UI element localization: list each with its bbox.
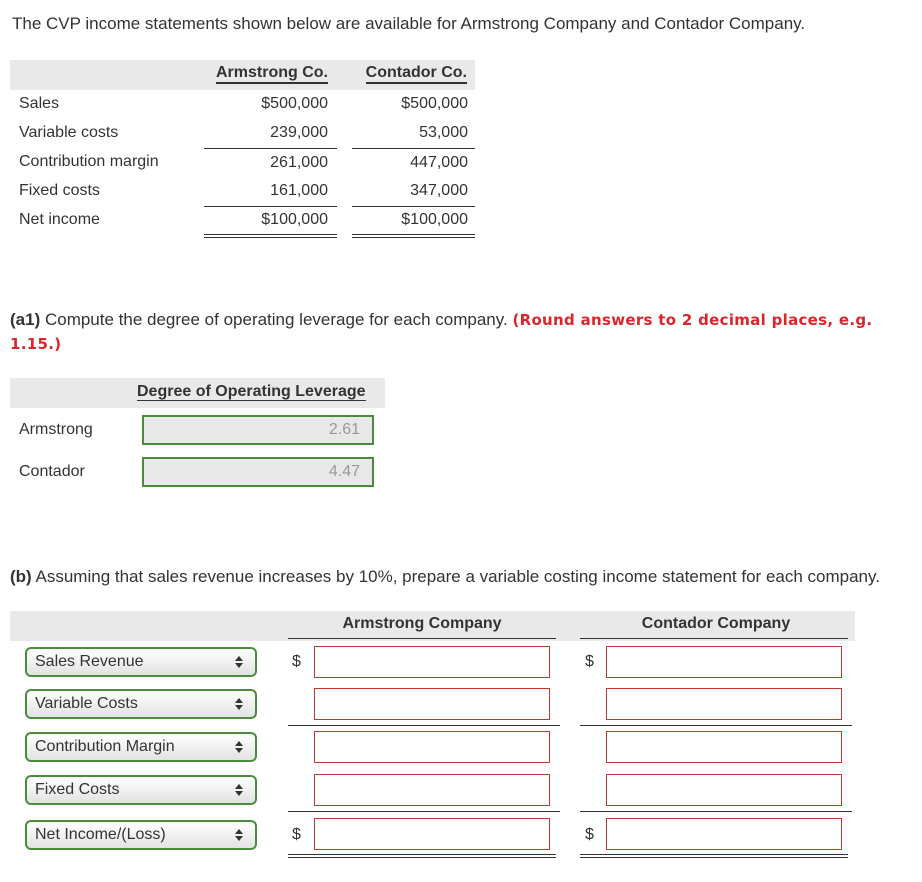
b-subtotal-line	[288, 725, 560, 726]
row-select-fixed-costs[interactable]: Fixed Costs	[25, 775, 257, 805]
cvp-armstrong-value: 261,000	[270, 154, 328, 171]
select-arrows-icon	[235, 829, 243, 841]
cvp-row-label: Contribution margin	[19, 153, 159, 170]
b-total-line	[288, 854, 556, 858]
dol-armstrong-field[interactable]: 2.61	[142, 415, 374, 445]
contador-variable-costs-input[interactable]	[606, 688, 842, 720]
dol-contador-field[interactable]: 4.47	[142, 457, 374, 487]
cvp-row-label: Sales	[19, 95, 60, 112]
cvp-contador-value: 53,000	[419, 124, 468, 141]
dol-table-title: Degree of Operating Leverage	[137, 383, 366, 400]
cvp-armstrong-value: $100,000	[261, 211, 328, 228]
armstrong-fixed-costs-input[interactable]	[314, 774, 550, 806]
armstrong-variable-costs-input[interactable]	[314, 688, 550, 720]
cvp-armstrong-value: 161,000	[270, 182, 328, 199]
cvp-subtotal-line	[352, 206, 475, 207]
select-arrows-icon	[235, 656, 243, 668]
cvp-col-armstrong: Armstrong Co.	[212, 64, 328, 82]
cvp-row-label: Variable costs	[19, 124, 119, 141]
cvp-contador-value: $100,000	[401, 211, 468, 228]
intro-text: The CVP income statements shown below are available for Armstrong Company and Contador Company.	[12, 14, 806, 33]
cvp-subtotal-line	[204, 148, 337, 149]
b-subtotal-line	[580, 725, 852, 726]
row-select-variable-costs[interactable]: Variable Costs	[25, 689, 257, 719]
armstrong-net-income-input[interactable]	[314, 818, 550, 850]
b-col-armstrong: Armstrong Company	[342, 615, 502, 632]
cvp-armstrong-value: $500,000	[261, 95, 328, 112]
currency-symbol: $	[585, 826, 594, 843]
cvp-subtotal-line	[352, 148, 475, 149]
cvp-col-contador: Contador Co.	[352, 64, 467, 82]
select-arrows-icon	[235, 698, 243, 710]
row-select-contribution-margin[interactable]: Contribution Margin	[25, 732, 257, 762]
cvp-armstrong-value: 239,000	[270, 124, 328, 141]
select-arrows-icon	[235, 741, 243, 753]
cvp-row-label: Fixed costs	[19, 182, 100, 199]
cvp-total-line	[352, 234, 475, 238]
b-subtotal-line	[580, 811, 852, 812]
armstrong-sales-revenue-input[interactable]	[314, 646, 550, 678]
cvp-contador-value: 347,000	[410, 182, 468, 199]
contador-contribution-margin-input[interactable]	[606, 731, 842, 763]
rounding-instruction: (Round answers to 2 decimal places, e.g. 1.15.)	[10, 311, 873, 353]
contador-net-income-input[interactable]	[606, 818, 842, 850]
select-arrows-icon	[235, 784, 243, 796]
b-total-line	[580, 854, 848, 858]
currency-symbol: $	[585, 653, 594, 670]
b-col-underline	[288, 638, 556, 639]
question-a1: (a1) Compute the degree of operating leverage for each company. (Round answers to 2 decimal places, e.g. 1.15.)	[10, 310, 873, 353]
cvp-subtotal-line	[204, 206, 337, 207]
dol-row-label-armstrong: Armstrong	[19, 421, 93, 438]
b-subtotal-line	[288, 811, 560, 812]
cvp-contador-value: $500,000	[401, 95, 468, 112]
cvp-total-line	[204, 234, 337, 238]
dol-row-label-contador: Contador	[19, 463, 85, 480]
question-b: (b) Assuming that sales revenue increases by 10%, prepare a variable costing income statement for each company.	[10, 567, 880, 586]
row-select-sales-revenue[interactable]: Sales Revenue	[25, 647, 257, 677]
currency-symbol: $	[292, 826, 301, 843]
armstrong-contribution-margin-input[interactable]	[314, 731, 550, 763]
b-col-contador: Contador Company	[641, 615, 791, 632]
currency-symbol: $	[292, 653, 301, 670]
cvp-contador-value: 447,000	[410, 154, 468, 171]
contador-fixed-costs-input[interactable]	[606, 774, 842, 806]
b-col-underline	[580, 638, 848, 639]
row-select-net-income[interactable]: Net Income/(Loss)	[25, 820, 257, 850]
cvp-row-label: Net income	[19, 211, 100, 228]
contador-sales-revenue-input[interactable]	[606, 646, 842, 678]
